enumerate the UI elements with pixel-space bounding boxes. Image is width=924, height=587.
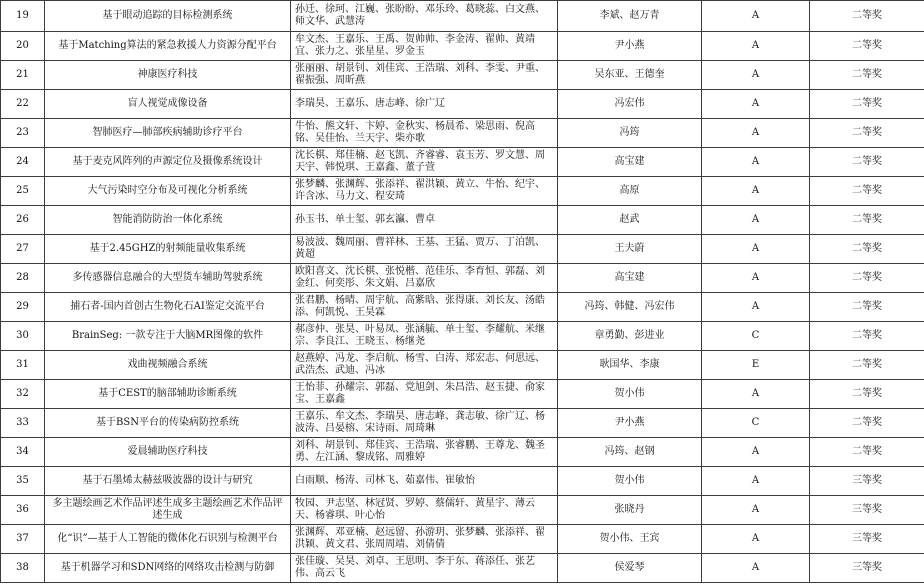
- team-members-cell: 郝彦仲、张昊、叶易凤、张涵毓、单士玺、李耀航、米继宗、李良江、王晓玉、杨继尧: [291, 322, 558, 351]
- grade-cell: A: [702, 496, 810, 525]
- project-name-cell: 智能消防防治一体化系统: [45, 206, 291, 235]
- row-number-cell: 21: [1, 61, 45, 90]
- team-members-cell: 白雨顺、杨涛、司林飞、茹嘉伟、崔敏怡: [291, 467, 558, 496]
- row-number-cell: 19: [1, 1, 45, 32]
- advisor-cell: 冯筠、赵钢: [558, 438, 702, 467]
- table-row: [1, 148, 924, 177]
- project-name-cell: 基于BSN平台的传染病防控系统: [45, 409, 291, 438]
- team-members-cell: 王嘉乐、牟文杰、李瑞昊、唐志峰、龚志敏、徐广辽、杨波涛、吕晏榕、宋诗雨、周琦琳: [291, 409, 558, 438]
- row-number-cell: 23: [1, 119, 45, 148]
- project-name-cell: 多传感器信息融合的大型货车辅助驾驶系统: [45, 264, 291, 293]
- award-level-cell: 三等奖: [810, 467, 924, 496]
- award-level-cell: 二等奖: [810, 206, 924, 235]
- advisor-cell: 高宝建: [558, 148, 702, 177]
- team-members-cell: 欧阳喜文、沈长棋、张悦楷、范佳乐、李育恒、郭磊、刘金红、何奕彤、朱文娟、吕嘉欣: [291, 264, 558, 293]
- grade-cell: A: [702, 525, 810, 554]
- team-members-cell: 牟文杰、王嘉乐、王禹、贺帅帅、李金涛、翟帅、黄靖宜、张力之、张星星、罗金玉: [291, 32, 558, 61]
- award-level-cell: 二等奖: [810, 438, 924, 467]
- grade-cell: A: [702, 264, 810, 293]
- grade-cell: A: [702, 467, 810, 496]
- row-number-cell: 33: [1, 409, 45, 438]
- award-level-cell: 二等奖: [810, 177, 924, 206]
- grade-cell: A: [702, 61, 810, 90]
- project-name-cell: 戏曲视频融合系统: [45, 351, 291, 380]
- advisor-cell: 尹小燕: [558, 32, 702, 61]
- grade-cell: E: [702, 351, 810, 380]
- row-number-cell: 38: [1, 554, 45, 583]
- project-name-cell: 化“识”—基于人工智能的微体化石识别与检测平台: [45, 525, 291, 554]
- advisor-cell: 冯宏伟: [558, 90, 702, 119]
- row-number-cell: 25: [1, 177, 45, 206]
- team-members-cell: 孙玉书、单士玺、郭玄瀛、曹卓: [291, 206, 558, 235]
- grade-cell: A: [702, 32, 810, 61]
- project-name-cell: 基于麦克风阵列的声源定位及摄像系统设计: [45, 148, 291, 177]
- row-number-cell: 22: [1, 90, 45, 119]
- advisor-cell: 侯爱琴: [558, 554, 702, 583]
- grade-cell: C: [702, 409, 810, 438]
- team-members-cell: 牛怡、熊文轩、卞婷、金秋实、杨晨希、梁思雨、倪高铭、吴佳怡、兰天宇、柴亦歌: [291, 119, 558, 148]
- table-row: [1, 235, 924, 264]
- row-number-cell: 30: [1, 322, 45, 351]
- project-name-cell: 爱晨辅助医疗科技: [45, 438, 291, 467]
- grade-cell: A: [702, 148, 810, 177]
- grade-cell: A: [702, 380, 810, 409]
- grade-cell: A: [702, 119, 810, 148]
- row-number-cell: 37: [1, 525, 45, 554]
- award-level-cell: 二等奖: [810, 264, 924, 293]
- table-row: [1, 90, 924, 119]
- project-name-cell: 基于眼动追踪的目标检测系统: [45, 1, 291, 32]
- row-number-cell: 32: [1, 380, 45, 409]
- project-name-cell: BrainSeg: 一款专注于大脑MR图像的软件: [45, 322, 291, 351]
- table-row: [1, 409, 924, 438]
- table-row: [1, 61, 924, 90]
- award-level-cell: 三等奖: [810, 496, 924, 525]
- table-row: [1, 467, 924, 496]
- advisor-cell: 章勇勤、彭进业: [558, 322, 702, 351]
- advisor-cell: 贺小伟: [558, 467, 702, 496]
- table-row: [1, 380, 924, 409]
- award-level-cell: 二等奖: [810, 293, 924, 322]
- team-members-cell: 张丽丽、胡景钊、刘佳宾、王浩瑞、刘科、李雯、尹重、翟振强、周昕燕: [291, 61, 558, 90]
- project-name-cell: 盲人视觉成像设备: [45, 90, 291, 119]
- team-members-cell: 牧园、尹志坚、林冠贤、罗婷、蔡儒轩、黄星宇、薄云天、杨睿琪、叶心怡: [291, 496, 558, 525]
- grade-cell: A: [702, 206, 810, 235]
- team-members-cell: 刘科、胡景钊、郑佳宾、王浩瑞、张睿鹏、王尊龙、魏圣勇、左江涵、黎成铭、周雅婷: [291, 438, 558, 467]
- table-row: [1, 177, 924, 206]
- table-row: [1, 293, 924, 322]
- row-number-cell: 24: [1, 148, 45, 177]
- advisor-cell: 高原: [558, 177, 702, 206]
- project-name-cell: 基于CEST的脑部辅助诊断系统: [45, 380, 291, 409]
- row-number-cell: 36: [1, 496, 45, 525]
- award-level-cell: 二等奖: [810, 235, 924, 264]
- team-members-cell: 孙迁、徐珂、江巍、张盼盼、邓乐玲、葛晓蕊、白文燕、师文华、武慧涛: [291, 1, 558, 32]
- team-members-cell: 张梦麟、张渊辉、张添祥、翟洪颖、黄立、牛怡、纪宇、许含冰、马力文、程安琦: [291, 177, 558, 206]
- table-row: [1, 1, 924, 32]
- advisor-cell: 冯筠、韩健、冯宏伟: [558, 293, 702, 322]
- row-number-cell: 26: [1, 206, 45, 235]
- team-members-cell: 赵燕婷、冯龙、李启航、杨雪、白涛、郑宏志、何思远、武浩杰、武迪、冯冰: [291, 351, 558, 380]
- advisor-cell: 王夫蔚: [558, 235, 702, 264]
- project-name-cell: 基于Matching算法的紧急救援人力资源分配平台: [45, 32, 291, 61]
- table-row: [1, 322, 924, 351]
- table-row: [1, 438, 924, 467]
- advisor-cell: 高宝建: [558, 264, 702, 293]
- award-level-cell: 二等奖: [810, 90, 924, 119]
- award-level-cell: 二等奖: [810, 1, 924, 32]
- advisor-cell: 张晓丹: [558, 496, 702, 525]
- table-row: [1, 206, 924, 235]
- team-members-cell: 易波波、魏周丽、曹祥林、王基、王猛、贾万、丁泊凯、黄超: [291, 235, 558, 264]
- award-level-cell: 二等奖: [810, 32, 924, 61]
- advisor-cell: 耿国华、李康: [558, 351, 702, 380]
- team-members-cell: 张君鹏、杨晴、周宇航、高紫晗、张得康、刘长友、汤皓添、何凯悦、王昊霖: [291, 293, 558, 322]
- award-level-cell: 二等奖: [810, 61, 924, 90]
- team-members-cell: 王怡菲、孙耀宗、郭磊、党旭剑、朱昌浩、赵玉捷、俞家宝、王嘉鑫: [291, 380, 558, 409]
- team-members-cell: 沈长棋、郑佳楠、赵飞凯、齐睿睿、袁玉芳、罗文慧、周天宇、韩悦琪、王嘉鑫、董子萱: [291, 148, 558, 177]
- grade-cell: A: [702, 293, 810, 322]
- table-row: [1, 119, 924, 148]
- project-name-cell: 捕石者-国内首创古生物化石AI鉴定交流平台: [45, 293, 291, 322]
- table-row: [1, 264, 924, 293]
- table-row: [1, 496, 924, 525]
- award-level-cell: 三等奖: [810, 525, 924, 554]
- row-number-cell: 35: [1, 467, 45, 496]
- advisor-cell: 赵武: [558, 206, 702, 235]
- row-number-cell: 29: [1, 293, 45, 322]
- team-members-cell: 张渊辉、邓亚楠、赵远留、孙游玥、张梦麟、张添祥、翟洪颖、黄文君、张周周靖、刘倩倩: [291, 525, 558, 554]
- grade-cell: A: [702, 554, 810, 583]
- table-row: [1, 554, 924, 583]
- row-number-cell: 27: [1, 235, 45, 264]
- table-row: [1, 351, 924, 380]
- advisor-cell: 贺小伟、王宾: [558, 525, 702, 554]
- advisor-cell: 尹小燕: [558, 409, 702, 438]
- project-name-cell: 大气污染时空分布及可视化分析系统: [45, 177, 291, 206]
- row-number-cell: 31: [1, 351, 45, 380]
- project-name-cell: 基于机器学习和SDN网络的网络攻击检测与防御: [45, 554, 291, 583]
- award-level-cell: 二等奖: [810, 119, 924, 148]
- award-level-cell: 二等奖: [810, 148, 924, 177]
- project-name-cell: 神康医疗科技: [45, 61, 291, 90]
- grade-cell: A: [702, 177, 810, 206]
- advisor-cell: 吴东亚、王德奎: [558, 61, 702, 90]
- award-level-cell: 二等奖: [810, 351, 924, 380]
- award-level-cell: 二等奖: [810, 380, 924, 409]
- row-number-cell: 34: [1, 438, 45, 467]
- project-name-cell: 基于2.45GHZ的射频能量收集系统: [45, 235, 291, 264]
- team-members-cell: 李瑞昊、王嘉乐、唐志峰、徐广辽: [291, 90, 558, 119]
- table-row: [1, 525, 924, 554]
- grade-cell: C: [702, 322, 810, 351]
- row-number-cell: 28: [1, 264, 45, 293]
- table-row: [1, 32, 924, 61]
- advisor-cell: 冯筠: [558, 119, 702, 148]
- team-members-cell: 张佳璇、吴昊、刘卓、王思明、李于东、蒋添任、张艺伟、高云飞: [291, 554, 558, 583]
- grade-cell: A: [702, 90, 810, 119]
- project-name-cell: 基于石墨烯太赫兹吸波器的设计与研究: [45, 467, 291, 496]
- project-name-cell: 多主题绘画艺术作品评述生成多主题绘画艺术作品评述生成: [45, 496, 291, 525]
- advisor-cell: 李斌、赵万青: [558, 1, 702, 32]
- grade-cell: A: [702, 235, 810, 264]
- award-level-cell: 二等奖: [810, 409, 924, 438]
- grade-cell: A: [702, 438, 810, 467]
- project-name-cell: 智肺医疗—肺部疾病辅助诊疗平台: [45, 119, 291, 148]
- advisor-cell: 贺小伟: [558, 380, 702, 409]
- award-level-cell: 三等奖: [810, 554, 924, 583]
- row-number-cell: 20: [1, 32, 45, 61]
- award-level-cell: 二等奖: [810, 322, 924, 351]
- grade-cell: A: [702, 1, 810, 32]
- awards-table-body: [1, 1, 924, 583]
